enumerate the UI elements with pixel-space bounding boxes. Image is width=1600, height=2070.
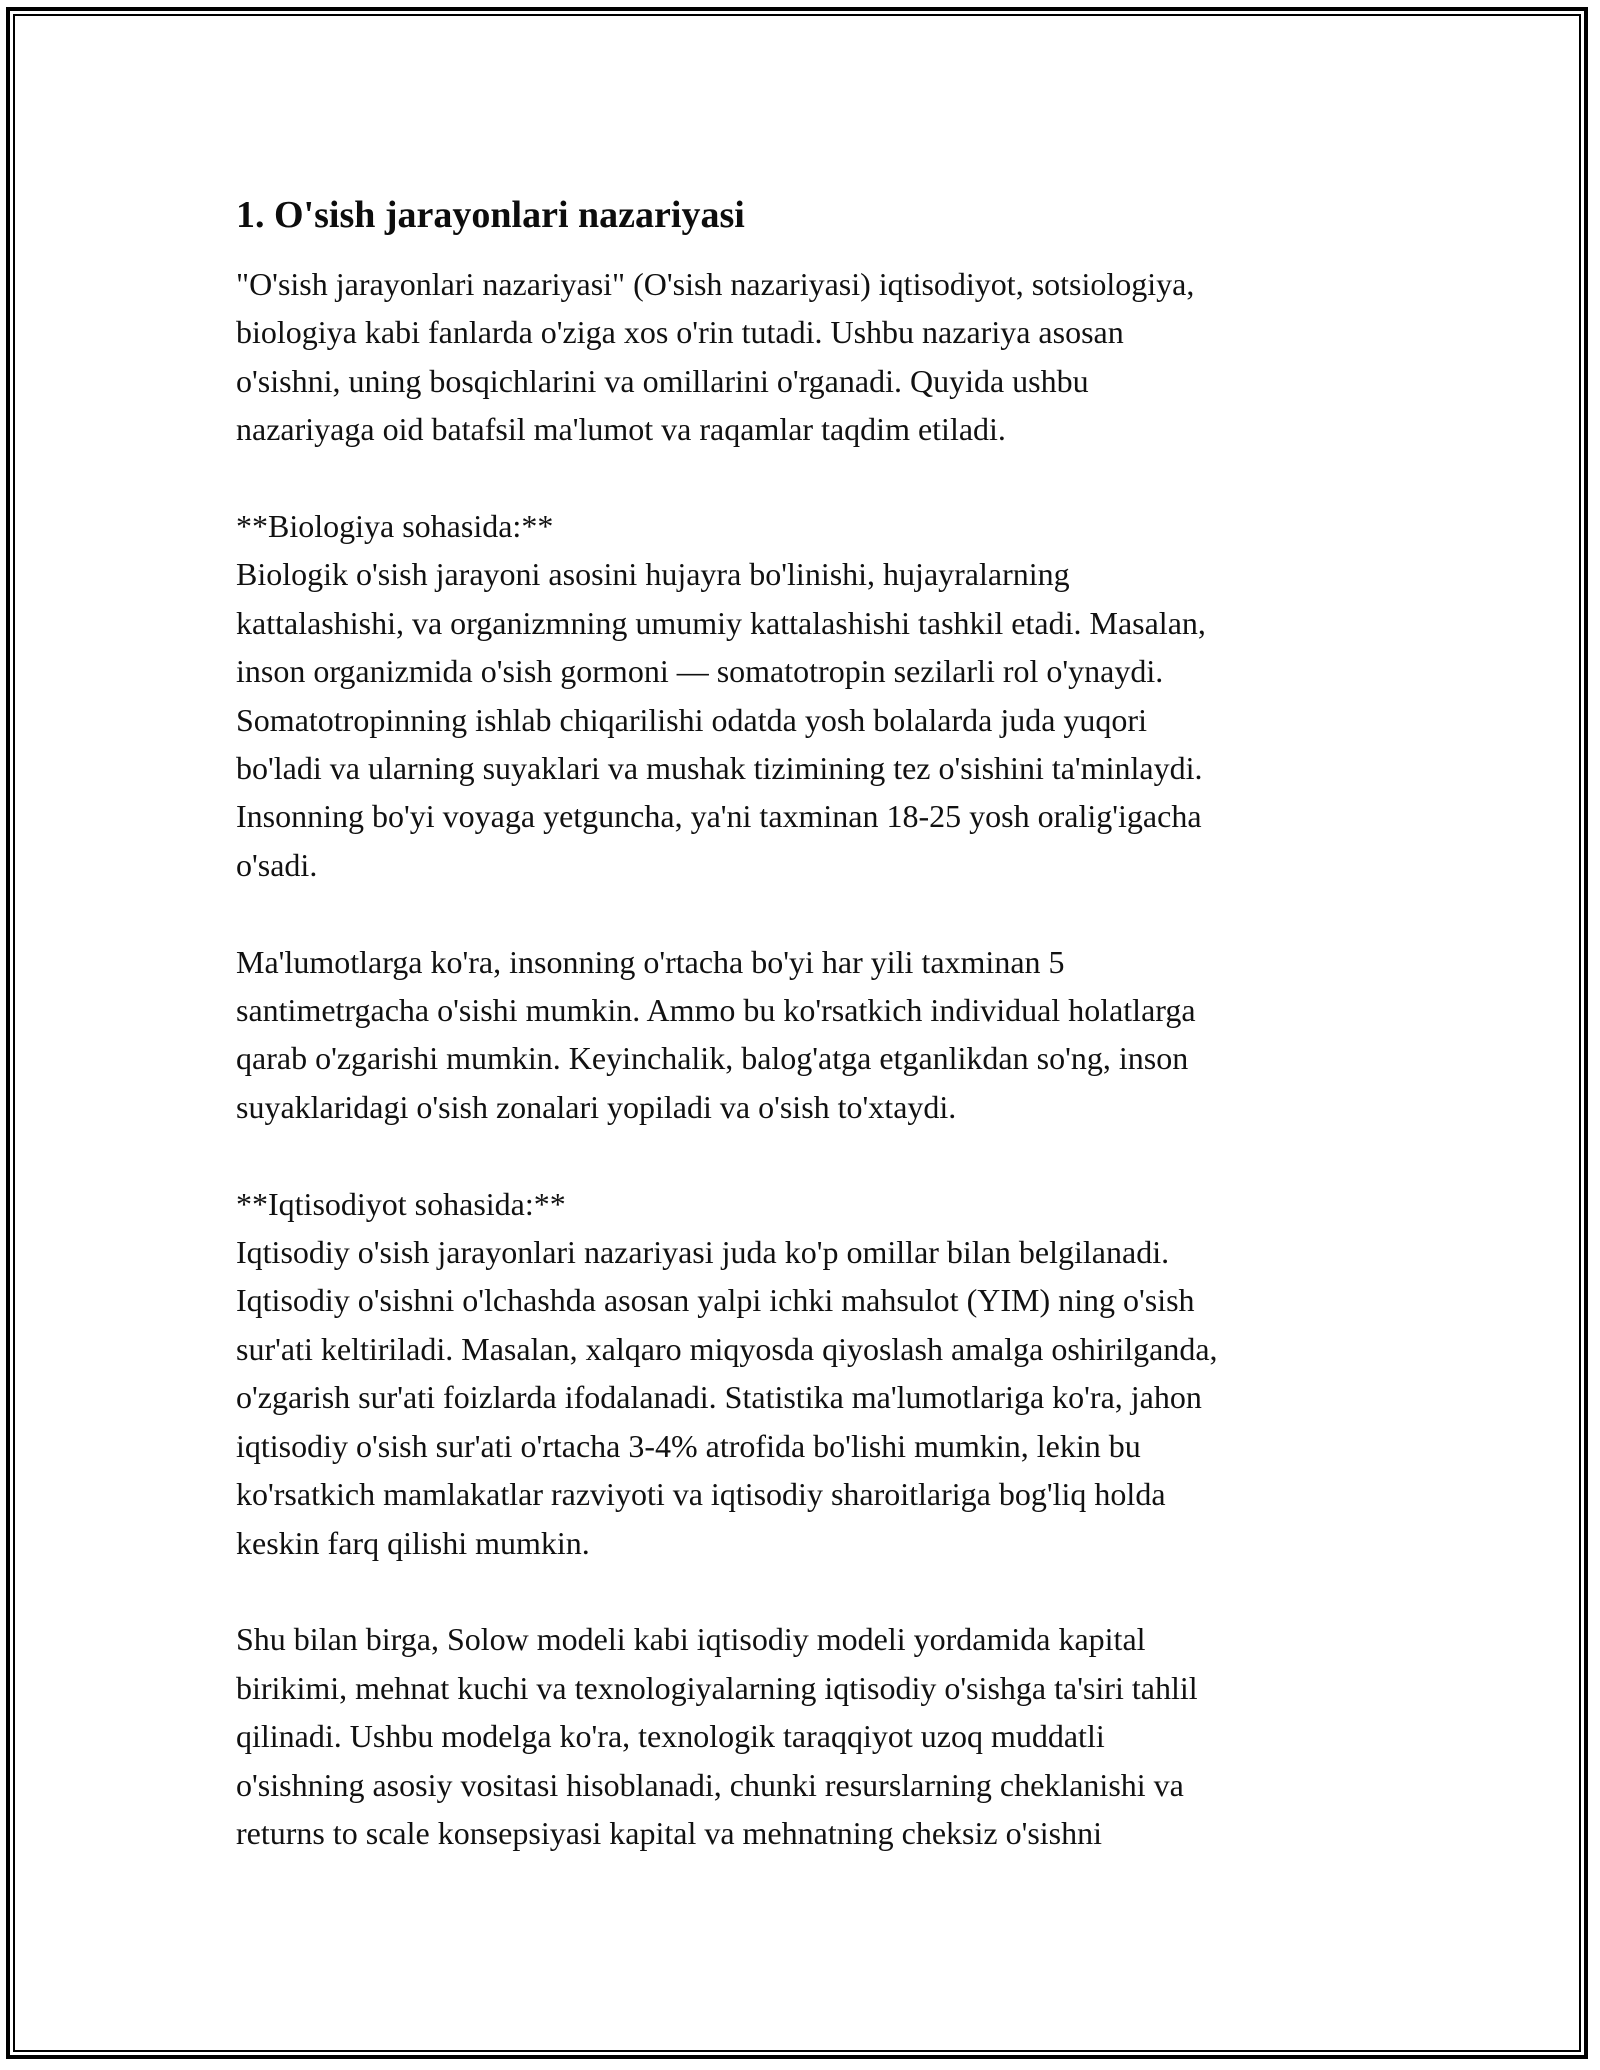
text-line: sur'ati keltiriladi. Masalan, xalqaro miqyosda qiyoslash amalga oshirilganda, xyxy=(236,1330,1218,1367)
text-line: o'sishning asosiy vositasi hisoblanadi, chunki resurslarning cheklanishi va xyxy=(236,1766,1184,1803)
text-line: kattalashishi, va organizmning umumiy kattalashishi tashkil etadi. Masalan, xyxy=(236,604,1206,641)
text-line: Somatotropinning ishlab chiqarilishi odatda yosh bolalarda juda yuqori xyxy=(236,701,1147,738)
text-line: bo'ladi va ularning suyaklari va mushak tizimining tez o'sishini ta'minlaydi. xyxy=(236,750,1203,787)
paragraph-biology xyxy=(236,502,1376,889)
text-line: o'zgarish sur'ati foizlarda ifodalanadi. Statistika ma'lumotlariga ko'ra, jahon xyxy=(236,1379,1202,1416)
text-line: Iqtisodiy o'sishni o'lchashda asosan yalpi ichki mahsulot (YIM) ning o'sish xyxy=(236,1282,1195,1319)
paragraph-economics xyxy=(236,1180,1376,1567)
text-line: iqtisodiy o'sish sur'ati o'rtacha 3-4% atrofida bo'lishi mumkin, lekin bu xyxy=(236,1427,1141,1464)
text-line: nazariyaga oid batafsil ma'lumot va raqamlar taqdim etiladi. xyxy=(236,411,1006,448)
paragraph-intro xyxy=(236,260,1376,454)
text-line: keskin farq qilishi mumkin. xyxy=(236,1524,590,1561)
text-line: Ma'lumotlarga ko'ra, insonning o'rtacha bo'yi har yili taxminan 5 xyxy=(236,943,1065,980)
text-line: Shu bilan birga, Solow modeli kabi iqtisodiy modeli yordamida kapital xyxy=(236,1621,1146,1658)
text-line: qilinadi. Ushbu modelga ko'ra, texnologik taraqqiyot uzoq muddatli xyxy=(236,1718,1105,1755)
text-line: birikimi, mehnat kuchi va texnologiyalarning iqtisodiy o'sishga ta'siri tahlil xyxy=(236,1669,1198,1706)
text-line: Insonning bo'yi voyaga yetguncha, ya'ni taxminan 18-25 yosh oralig'igacha xyxy=(236,798,1202,835)
text-line: Biologik o'sish jarayoni asosini hujayra bo'linishi, hujayralarning xyxy=(236,556,1070,593)
text-line: returns to scale konsepsiyasi kapital va mehnatning cheksiz o'sishni xyxy=(236,1814,1103,1851)
text-line: inson organizmida o'sish gormoni — somatotropin sezilarli rol o'ynaydi. xyxy=(236,653,1164,690)
text-line: suyaklaridagi o'sish zonalari yopiladi va o'sish to'xtaydi. xyxy=(236,1088,957,1125)
document-body xyxy=(236,182,1376,1906)
text-line: Iqtisodiy o'sish jarayonlari nazariyasi juda ko'p omillar bilan belgilanadi. xyxy=(236,1234,1170,1271)
document-title: 1. O'sish jarayonlari nazariyasi xyxy=(236,194,745,236)
text-line: biologiya kabi fanlarda o'ziga xos o'rin tutadi. Ushbu nazariya asosan xyxy=(236,314,1124,351)
paragraph-solow-model xyxy=(236,1615,1376,1857)
text-line: o'sadi. xyxy=(236,846,318,883)
section-heading-biology: **Biologiya sohasida:** xyxy=(236,508,554,545)
text-line: o'sishni, uning bosqichlarini va omillarini o'rganadi. Quyida ushbu xyxy=(236,362,1089,399)
paragraph-height-data xyxy=(236,938,1376,1132)
text-line: "O'sish jarayonlari nazariyasi" (O'sish nazariyasi) iqtisodiyot, sotsiologiya, xyxy=(236,266,1195,302)
text-line: ko'rsatkich mamlakatlar razviyoti va iqtisodiy sharoitlariga bog'liq holda xyxy=(236,1476,1166,1513)
text-line: santimetrgacha o'sishi mumkin. Ammo bu ko'rsatkich individual holatlarga xyxy=(236,992,1196,1029)
section-heading-economics: **Iqtisodiyot sohasida:** xyxy=(236,1185,566,1222)
text-line: qarab o'zgarishi mumkin. Keyinchalik, balog'atga etganlikdan so'ng, inson xyxy=(236,1040,1189,1077)
